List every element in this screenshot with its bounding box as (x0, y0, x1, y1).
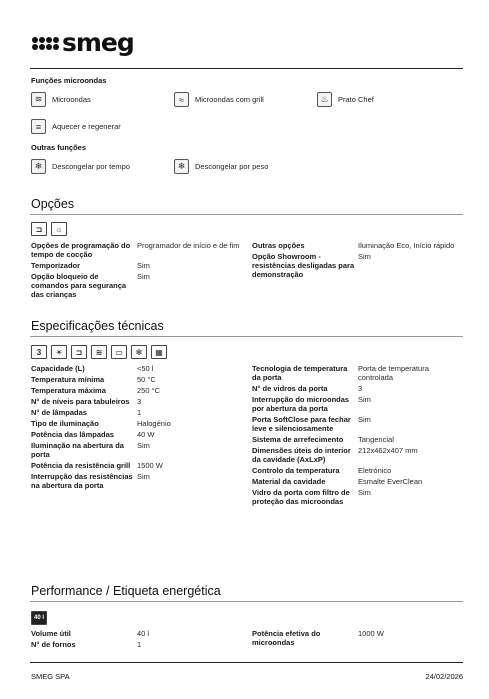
spec-key: Sistema de arrefecimento (252, 435, 344, 444)
spec-value: Halogénio (137, 419, 171, 428)
spec-row (31, 386, 243, 395)
spec-row (31, 441, 243, 459)
spec-key: Dimensões úteis do interior da cavidade (AxLxP) (252, 446, 351, 464)
spec-key: Material da cavidade (252, 477, 326, 486)
spec-value: Sim (137, 472, 150, 481)
footer-divider (30, 662, 463, 663)
spec-value: Sim (358, 252, 371, 261)
smeg-logo (32, 30, 134, 56)
grill-icon: ≋ (91, 345, 107, 359)
spec-value: Iluminação Eco, Início rápido (358, 241, 455, 250)
spec-value: Eletrónico (358, 466, 392, 475)
spec-key: Outras opções (252, 241, 305, 250)
spec-value: 40 W (137, 430, 155, 439)
spec-key: Vidro da porta com filtro de proteção das microondas (252, 488, 350, 506)
spec-row (31, 241, 243, 259)
spec-value: Sim (358, 488, 371, 497)
spec-row (31, 261, 243, 270)
spec-row (252, 488, 464, 506)
spec-key: Opção bloqueio de comandos para segurança das crianças (31, 272, 127, 299)
spec-row (31, 629, 243, 638)
spec-key: N° de níveis para tabuleiros (31, 397, 130, 406)
spec-key: Temperatura mínima (31, 375, 105, 384)
options-title: Opções (31, 197, 75, 211)
performance-icon-row (31, 611, 47, 625)
spec-value: Programador de início e de fim (137, 241, 240, 250)
feature-chef-plate (317, 92, 374, 107)
microwave-icon: ≋ (31, 92, 46, 107)
spec-row (31, 375, 243, 384)
spec-key: N° de vidros da porta (252, 384, 328, 393)
performance-right-list (252, 629, 464, 649)
spec-key: N° de lâmpadas (31, 408, 87, 417)
feature-microwave (31, 92, 91, 107)
specs-right-list (252, 364, 464, 508)
specs-left-list (31, 364, 243, 492)
spec-key: Controlo da temperatura (252, 466, 340, 475)
spec-key: Interrupção do microondas por abertura da porta (252, 395, 350, 413)
defrost-weight-icon: ❄ (174, 159, 189, 174)
lamp-icon: ☀ (51, 345, 67, 359)
spec-key: Potência efetiva do microondas (252, 629, 321, 647)
spec-value: 3 (137, 397, 142, 406)
spec-key: Opção Showroom - resistências desligadas para demonstração (252, 252, 355, 279)
options-divider (30, 214, 463, 215)
performance-title: Performance / Etiqueta energética (31, 584, 221, 598)
spec-row (31, 408, 243, 417)
spec-key: Temperatura máxima (31, 386, 106, 395)
levels-icon: 3 (31, 345, 47, 359)
eco-icon: ☼ (51, 222, 67, 236)
defrost-time-icon: ❄ (31, 159, 46, 174)
spec-row (252, 435, 464, 444)
spec-key: Temporizador (31, 261, 81, 270)
specs-divider (30, 336, 463, 337)
feature-label: Aquecer e regenerar (52, 122, 121, 131)
spec-value: 40 l (137, 629, 150, 638)
spec-key: Potência das lâmpadas (31, 430, 114, 439)
brand-name: smeg (62, 28, 134, 57)
feature-label: Microondas (52, 95, 91, 104)
footer-date: 24/02/2026 (425, 672, 463, 681)
spec-row (31, 419, 243, 428)
spec-value: 250 °C (137, 386, 161, 395)
feature-label: Microondas com grill (195, 95, 264, 104)
feature-microwave-grill (174, 92, 264, 107)
spec-row (31, 461, 243, 470)
spec-row (31, 472, 243, 490)
spec-row (252, 241, 464, 250)
reheat-icon: ≡ (31, 119, 46, 134)
microwave-grill-icon: ≈ (174, 92, 189, 107)
options-icon-row (31, 222, 67, 236)
spec-row (252, 415, 464, 433)
spec-key: Interrupção das resistências na abertura da porta (31, 472, 133, 490)
spec-row (252, 629, 464, 647)
spec-row (31, 364, 243, 373)
feature-defrost-time (31, 159, 130, 174)
spec-row (31, 272, 243, 299)
feature-label: Descongelar por peso (195, 162, 269, 171)
spec-value: Tangencial (358, 435, 394, 444)
logo-dots-icon (32, 37, 59, 50)
spec-value: Sim (137, 441, 150, 450)
spec-value: 1500 W (137, 461, 163, 470)
spec-key: Volume útil (31, 629, 71, 638)
spec-key: Capacidade (L) (31, 364, 85, 373)
volume-badge-icon: 40 l (31, 611, 47, 625)
options-left-list (31, 241, 243, 301)
specs-icon-row (31, 345, 167, 359)
spec-value: Porta de temperatura controlada (358, 364, 429, 382)
spec-value: Sim (358, 415, 371, 424)
spec-value: 212x462x407 mm (358, 446, 418, 455)
spec-value: 1 (137, 408, 142, 417)
spec-value: 3 (358, 384, 363, 393)
performance-divider (30, 601, 463, 602)
feature-label: Descongelar por tempo (52, 162, 130, 171)
spec-row (252, 446, 464, 464)
spec-row (252, 364, 464, 382)
feature-reheat (31, 119, 121, 134)
spec-value: Esmalte EverClean (358, 477, 423, 486)
spec-value: <50 l (137, 364, 154, 373)
spec-value: Sim (137, 261, 150, 270)
spec-key: Iluminação na abertura da porta (31, 441, 124, 459)
spec-row (252, 477, 464, 486)
spec-key: Tecnologia de temperatura da porta (252, 364, 348, 382)
header-divider (30, 68, 463, 69)
fan-icon: ✻ (131, 345, 147, 359)
performance-left-list (31, 629, 243, 651)
feature-defrost-weight (174, 159, 268, 174)
spec-row (31, 430, 243, 439)
display-icon: ▦ (151, 345, 167, 359)
spec-key: Tipo de iluminação (31, 419, 99, 428)
spec-row (252, 395, 464, 413)
spec-row (31, 640, 243, 649)
microwave-functions-title: Funções microondas (31, 76, 107, 85)
chef-plate-icon: ♨ (317, 92, 332, 107)
spec-value: Sim (358, 395, 371, 404)
door-icon: ⊐ (71, 345, 87, 359)
spec-row (252, 466, 464, 475)
spec-value: Sim (137, 272, 150, 281)
spec-row (31, 397, 243, 406)
spec-key: Opções de programação do tempo de cocção (31, 241, 131, 259)
spec-key: Porta SoftClose para fechar leve e silenciosamente (252, 415, 351, 433)
spec-value: 1 (137, 640, 142, 649)
door-icon: ⊐ (31, 222, 47, 236)
feature-label: Prato Chef (338, 95, 374, 104)
spec-row (252, 384, 464, 393)
spec-value: 1000 W (358, 629, 384, 638)
spec-row (252, 252, 464, 279)
other-functions-title: Outras funções (31, 143, 87, 152)
spec-value: 50 °C (137, 375, 156, 384)
spec-key: N° de fornos (31, 640, 76, 649)
footer-company: SMEG SPA (31, 672, 70, 681)
cavity-icon: ▭ (111, 345, 127, 359)
spec-key: Potência da resistência grill (31, 461, 131, 470)
options-right-list (252, 241, 464, 281)
specs-title: Especificações técnicas (31, 319, 164, 333)
